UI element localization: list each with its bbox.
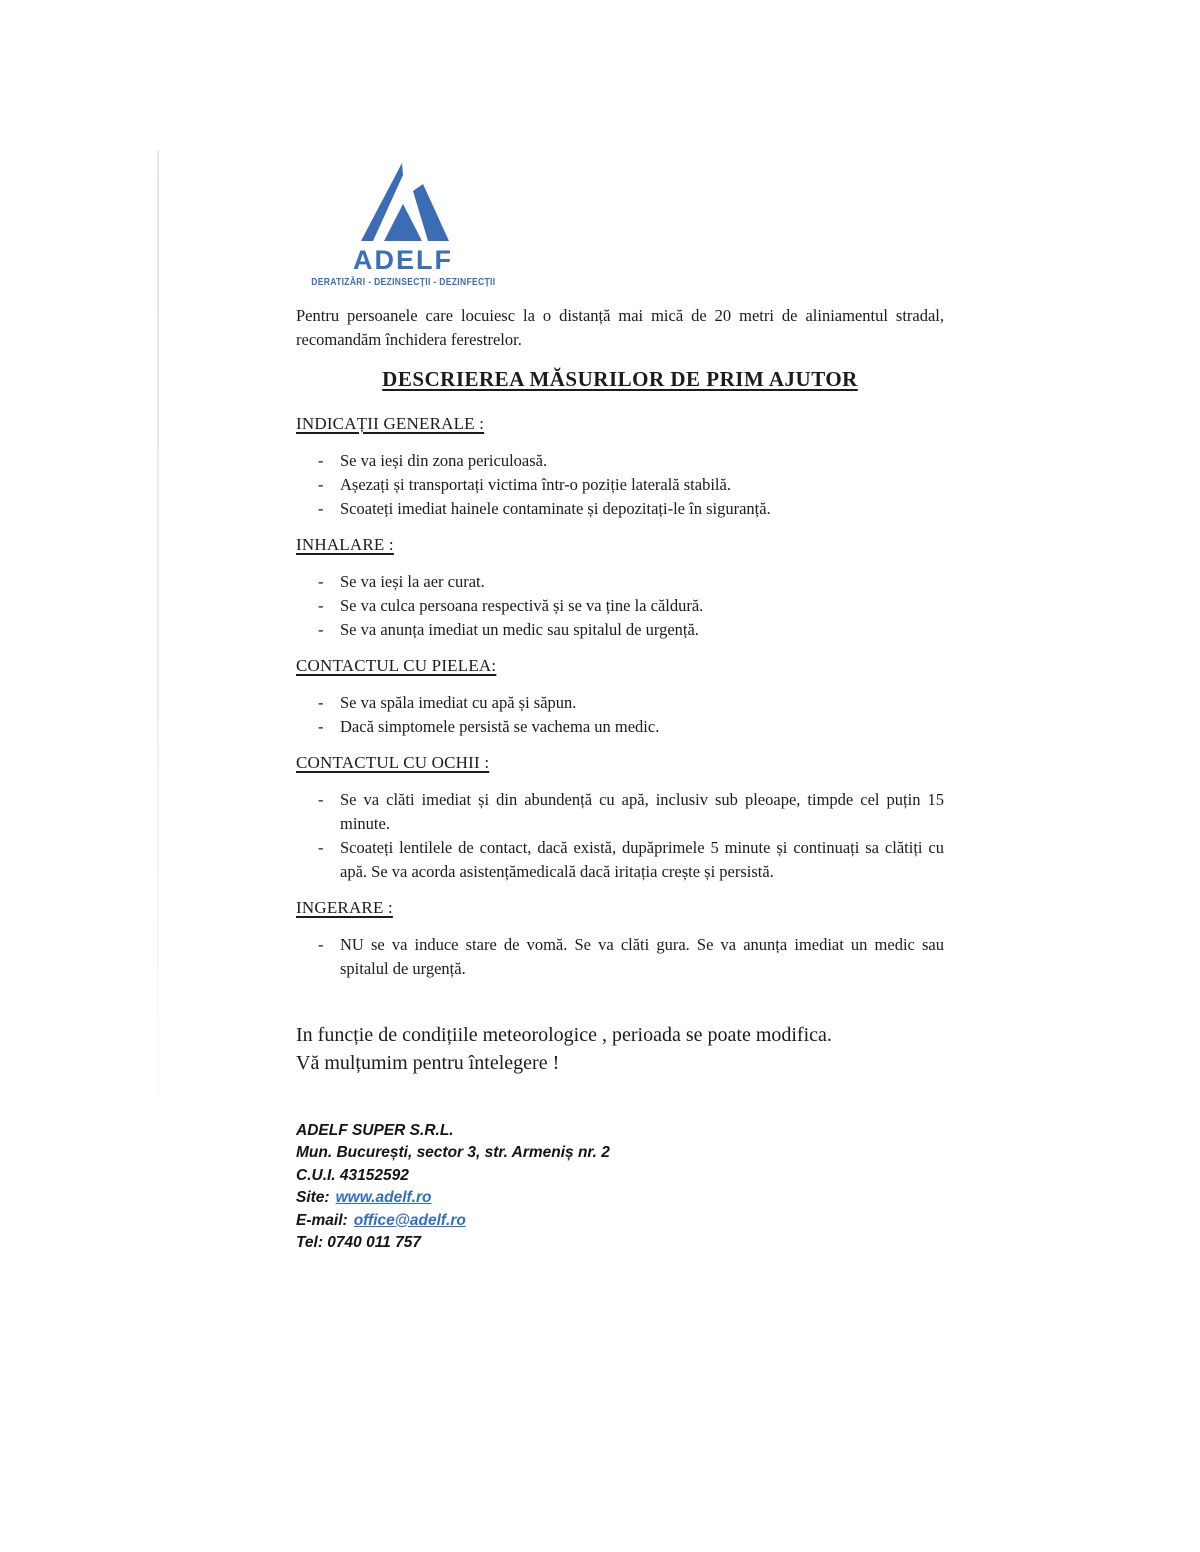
bullet-dash: - bbox=[318, 717, 324, 736]
list-item-text: Se va anunța imediat un medic sau spitalul de urgență. bbox=[340, 620, 699, 639]
brand-tagline: DERATIZĂRI - DEZINSECȚII - DEZINFECȚII bbox=[310, 277, 496, 288]
closing-line-2: Vă mulțumim pentru întelegere ! bbox=[296, 1052, 560, 1074]
footer-cui: C.U.I. 43152592 bbox=[296, 1166, 409, 1184]
list-item bbox=[296, 594, 944, 618]
list-item-text: NU se va induce stare de vomă. Se va clăti gura. Se va anunța imediat un medic sau spitalul de urgență. bbox=[340, 935, 944, 978]
section-heading-inhalare: INHALARE : bbox=[296, 535, 394, 554]
bullet-dash: - bbox=[318, 451, 324, 470]
list-item-text: Se va ieși la aer curat. bbox=[340, 572, 485, 591]
list-item bbox=[296, 570, 944, 594]
footer-company-name: ADELF SUPER S.R.L. bbox=[296, 1122, 454, 1139]
adelf-mountain-logo-icon bbox=[356, 162, 451, 242]
section-contactul-cu-pielea bbox=[296, 656, 944, 739]
list-item-text: Dacă simptomele persistă se vachema un medic. bbox=[340, 717, 660, 736]
section-heading-contactul-cu-ochii: CONTACTUL CU OCHII : bbox=[296, 753, 490, 772]
bullet-dash: - bbox=[318, 693, 324, 712]
footer-address: Mun. București, sector 3, str. Armeniș nr. 2 bbox=[296, 1144, 610, 1162]
footer-telephone: Tel: 0740 011 757 bbox=[296, 1234, 421, 1252]
bullet-list bbox=[296, 570, 944, 642]
bullet-dash: - bbox=[318, 572, 324, 591]
list-item bbox=[296, 836, 944, 884]
scan-artifact-line bbox=[157, 151, 159, 1161]
list-item-text: Se va ieși din zona periculoasă. bbox=[340, 451, 548, 470]
section-ingerare bbox=[296, 898, 944, 981]
list-item-text: Scoateți lentilele de contact, dacă există, dupăprimele 5 minute și continuați sa clătiți cu apă. Se va acorda asistențămedicală dacă iritația crește și persistă. bbox=[340, 838, 944, 881]
section-contactul-cu-ochii bbox=[296, 753, 944, 884]
section-heading-indicatii-generale: INDICAȚII GENERALE : bbox=[296, 414, 485, 433]
list-item bbox=[296, 473, 944, 497]
list-item bbox=[296, 933, 944, 981]
bullet-dash: - bbox=[318, 499, 324, 518]
footer-email-label: E-mail: bbox=[296, 1211, 348, 1229]
section-heading-contactul-cu-pielea: CONTACTUL CU PIELEA: bbox=[296, 656, 497, 675]
list-item bbox=[296, 618, 944, 642]
bullet-dash: - bbox=[318, 620, 324, 639]
list-item-text: Așezați și transportați victima într-o poziție laterală stabilă. bbox=[340, 475, 731, 494]
bullet-dash: - bbox=[318, 596, 324, 615]
bullet-list bbox=[296, 449, 944, 521]
footer-email-row bbox=[296, 1210, 944, 1232]
footer-site-label: Site: bbox=[296, 1189, 330, 1207]
footer-contact-block bbox=[296, 1120, 944, 1254]
list-item bbox=[296, 449, 944, 473]
bullet-list bbox=[296, 788, 944, 884]
document-content bbox=[296, 0, 944, 1254]
email-link[interactable]: office@adelf.ro bbox=[353, 1211, 466, 1229]
bullet-list bbox=[296, 933, 944, 981]
section-indicatii-generale bbox=[296, 414, 944, 521]
section-heading-ingerare: INGERARE : bbox=[296, 898, 393, 917]
bullet-list bbox=[296, 691, 944, 739]
list-item-text: Se va clăti imediat și din abundență cu apă, inclusiv sub pleoape, timpde cel puțin 15 minute. bbox=[340, 790, 944, 833]
list-item-text: Scoateți imediat hainele contaminate și depozitați-le în siguranță. bbox=[340, 499, 771, 518]
closing-line-1: In funcție de condițiile meteorologice , perioada se poate modifica. bbox=[296, 1024, 832, 1046]
bullet-dash: - bbox=[318, 790, 324, 809]
list-item bbox=[296, 497, 944, 521]
site-link[interactable]: www.adelf.ro bbox=[335, 1189, 432, 1207]
list-item-text: Se va culca persoana respectivă și se va ține la căldură. bbox=[340, 596, 704, 615]
closing-note bbox=[296, 1021, 944, 1077]
footer-site-row bbox=[296, 1187, 944, 1209]
list-item bbox=[296, 715, 944, 739]
bullet-dash: - bbox=[318, 838, 324, 857]
company-logo-block bbox=[308, 162, 498, 288]
brand-wordmark: ADELF bbox=[353, 245, 453, 275]
list-item bbox=[296, 691, 944, 715]
section-inhalare bbox=[296, 535, 944, 642]
document-title: DESCRIEREA MĂSURILOR DE PRIM AJUTOR bbox=[382, 367, 858, 391]
bullet-dash: - bbox=[318, 475, 324, 494]
intro-paragraph: Pentru persoanele care locuiesc la o distanță mai mică de 20 metri de aliniamentul stradal, recomandăm închidera ferestrelor. bbox=[296, 306, 944, 349]
bullet-dash: - bbox=[318, 935, 324, 954]
list-item bbox=[296, 788, 944, 836]
list-item-text: Se va spăla imediat cu apă și săpun. bbox=[340, 693, 577, 712]
